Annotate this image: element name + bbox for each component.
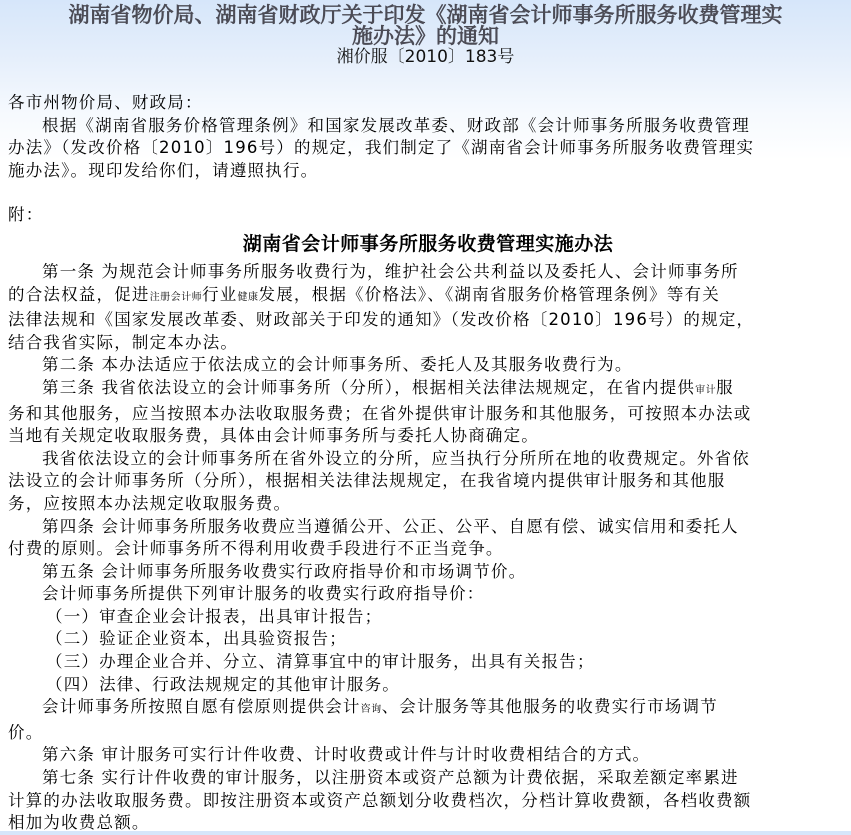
article-6-line: 第六条 审计服务可实行计件收费、计时收费或计件与计时收费相结合的方式。	[42, 745, 651, 765]
article-7-line: 第七条 实行计件收费的审计服务，以注册资本或资产总额为计费依据，采取差额定率累进	[42, 768, 739, 788]
article-4-line: 第四条 会计师事务所服务收费应当遵循公开、公正、公平、自愿有偿、诚实信用和委托人	[42, 516, 739, 536]
article-1-line: 第一条 为规范会计师事务所服务收费行为，维护社会公共利益以及委托人、会计师事务所	[42, 261, 739, 281]
notice-paragraph-line: 办法》（发改价格〔2010〕196号）的规定，我们制定了《湖南省会计师事务所服务收费管理实	[8, 138, 755, 158]
attachment-label: 附：	[8, 205, 44, 225]
notice-title-line1: 湖南省物价局、湖南省财政厅关于印发《湖南省会计师事务所服务收费管理实	[68, 2, 783, 27]
article-5-list-item: （一）审查企业会计报表，出具审计报告；	[46, 606, 383, 626]
article-7-line: 相加为收费总额。	[8, 813, 150, 833]
article-4-line: 付费的原则。会计师事务所不得利用收费手段进行不正当竞争。	[8, 539, 504, 559]
notice-title-line2: 施办法》的通知	[352, 23, 499, 48]
article-7-line: 计算的办法收取服务费。即按注册资本或资产总额划分收费档次，分档计算收费额，各档收费额	[8, 790, 752, 810]
article-2-line: 第二条 本办法适应于依法成立的会计师事务所、委托人及其服务收费行为。	[42, 355, 633, 375]
article-1-line: 结合我省实际，制定本办法。	[8, 332, 239, 352]
article-1-line: 法律法规和《国家发展改革委、财政部关于印发的通知》（发改价格〔2010〕196号）的规定，	[8, 310, 755, 330]
notice-title	[0, 0, 851, 46]
document-number: 湘价服〔2010〕183号	[336, 47, 515, 67]
article-5-line: 会计师事务所提供下列审计服务的收费实行政府指导价：	[42, 584, 485, 604]
document-body	[8, 92, 848, 835]
attachment-title: 湖南省会计师事务所服务收费管理实施办法	[242, 232, 614, 255]
notice-header	[0, 0, 851, 68]
article-5-list-item: （二）验证企业资本，出具验资报告；	[46, 629, 347, 649]
article-3-line: 我省依法设立的会计师事务所在省外设立的分所，应当执行分所所在地的收费规定。外省依	[42, 448, 750, 468]
article-5-line: 会计师事务所按照自愿有偿原则提供会计咨询、会计服务等其他服务的收费实行市场调节	[42, 697, 718, 717]
article-1-line: 的合法权益，促进注册会计师行业健康发展，根据《价格法》、《湖南省服务价格管理条例》等有关	[8, 284, 720, 304]
article-3-line: 当地有关规定收取服务费，具体由会计师事务所与委托人协商确定。	[8, 426, 539, 446]
article-3-line: 第三条 我省依法设立的会计师事务所（分所），根据相关法律法规规定，在省内提供审计服	[42, 377, 734, 397]
notice-paragraph-line: 施办法》。现印发给你们，请遵照执行。	[8, 160, 319, 180]
article-5-line: 价。	[8, 722, 44, 742]
article-5-list-item: （四）法律、行政法规规定的其他审计服务。	[46, 674, 400, 694]
article-3-line: 法设立的会计师事务所（分所），根据相关法律法规规定，在我省境内提供审计服务和其他服	[8, 471, 726, 491]
salutation: 各市州物价局、财政局：	[8, 93, 203, 112]
notice-paragraph-line: 根据《湖南省服务价格管理条例》和国家发展改革委、财政部《会计师事务所服务收费管理	[42, 115, 750, 135]
article-3-line: 务和其他服务，应当按照本办法收取服务费；在省外提供审计服务和其他服务，可按照本办法或	[8, 403, 752, 423]
article-3-line: 务，应按照本办法规定收取服务费。	[8, 493, 292, 513]
article-5-list-item: （三）办理企业合并、分立、清算事宜中的审计服务，出具有关报告；	[46, 652, 595, 672]
article-5-line: 第五条 会计师事务所服务收费实行政府指导价和市场调节价。	[42, 561, 527, 581]
